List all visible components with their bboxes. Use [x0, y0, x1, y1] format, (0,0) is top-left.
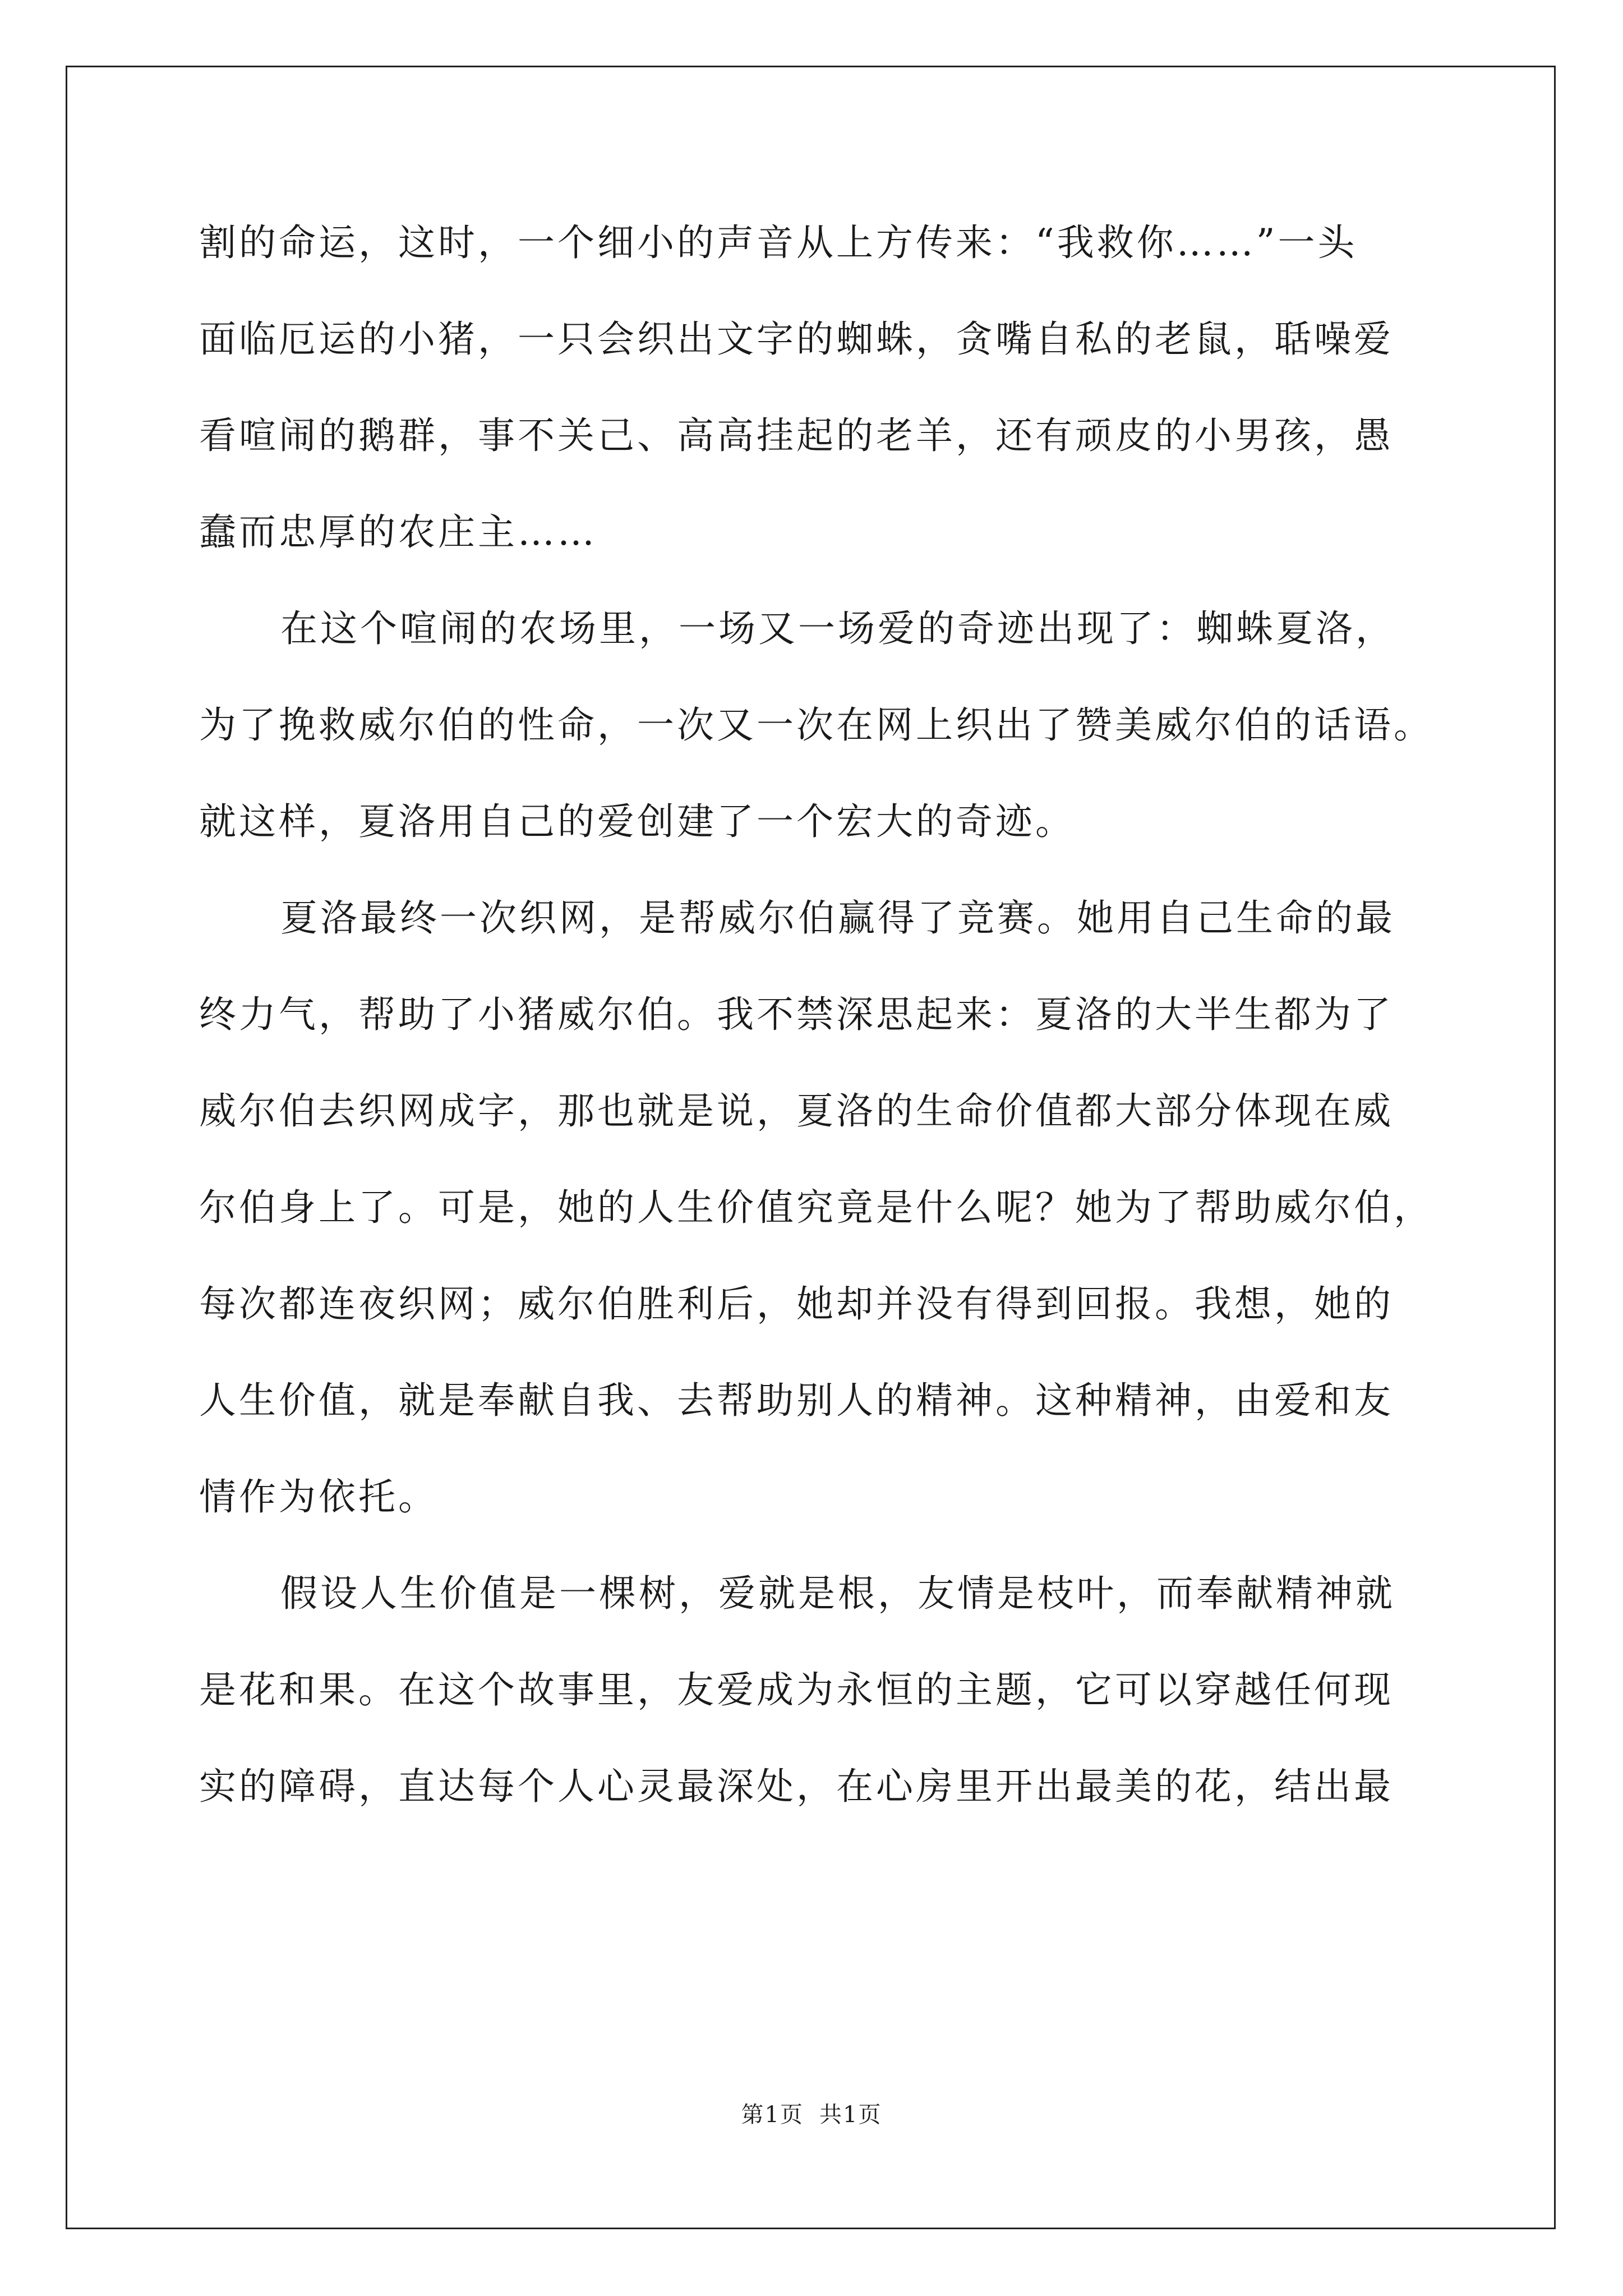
paragraph-start-line: 夏洛最终一次织网，是帮威尔伯赢得了竞赛。她用自己生命的最 [280, 896, 1395, 940]
text-line: 是花和果。在这个故事里，友爱成为永恒的主题，它可以穿越任何现 [199, 1668, 1394, 1711]
text-line: 割的命运，这时，一个细小的声音从上方传来：“我救你……”一头 [199, 221, 1358, 264]
paragraph-start-line: 假设人生价值是一棵树，爱就是根，友情是枝叶，而奉献精神就 [280, 1572, 1395, 1615]
text-line: 实的障碍，直达每个人心灵最深处，在心房里开出最美的花，结出最 [199, 1765, 1394, 1808]
paragraph-start-line: 在这个喧闹的农场里，一场又一场爱的奇迹出现了：蜘蛛夏洛， [280, 607, 1395, 650]
page-border [66, 66, 1556, 2229]
page-number-total: 共1页 [819, 2102, 882, 2128]
text-line: 威尔伯去织网成字，那也就是说，夏洛的生命价值都大部分体现在威 [199, 1089, 1394, 1133]
page-footer [0, 2098, 1623, 2132]
text-line: 蠢而忠厚的农庄主…… [199, 510, 597, 554]
text-line: 为了挽救威尔伯的性命，一次又一次在网上织出了赞美威尔伯的话语。 [199, 703, 1433, 747]
text-line: 看喧闹的鹅群，事不关己、高高挂起的老羊，还有顽皮的小男孩，愚 [199, 414, 1394, 457]
text-line: 面临厄运的小猪，一只会织出文字的蜘蛛，贪嘴自私的老鼠，聒噪爱 [199, 318, 1394, 361]
text-line: 终力气，帮助了小猪威尔伯。我不禁深思起来：夏洛的大半生都为了 [199, 993, 1394, 1036]
text-line: 每次都连夜织网；威尔伯胜利后，她却并没有得到回报。我想，她的 [199, 1282, 1394, 1326]
text-line: 尔伯身上了。可是，她的人生价值究竟是什么呢？她为了帮助威尔伯， [199, 1186, 1433, 1229]
text-line: 情作为依托。 [199, 1475, 438, 1519]
page-number-current: 第1页 [741, 2102, 804, 2128]
text-line: 就这样，夏洛用自己的爱创建了一个宏大的奇迹。 [199, 800, 1075, 843]
text-line: 人生价值，就是奉献自我、去帮助别人的精神。这种精神，由爱和友 [199, 1379, 1394, 1422]
